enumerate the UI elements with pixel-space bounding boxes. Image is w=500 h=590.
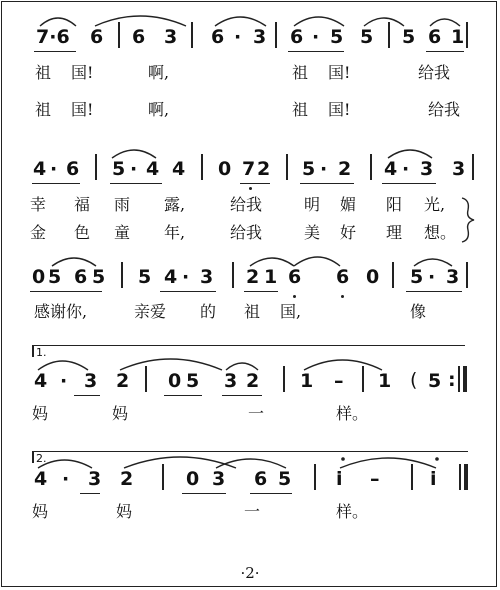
note: 6	[336, 266, 350, 288]
note: 5	[278, 468, 292, 490]
note-dot: ·	[62, 468, 70, 490]
lyric: 的	[200, 302, 217, 321]
note-high: i	[430, 468, 437, 490]
note: 4	[33, 158, 47, 180]
note: 0	[218, 158, 232, 180]
lyric: 雨	[114, 195, 131, 214]
note: (	[410, 369, 418, 391]
note: 5	[402, 26, 416, 48]
note: 4	[34, 370, 48, 392]
note: 6	[74, 266, 88, 288]
lyric: 明	[304, 195, 321, 214]
note: 3	[212, 468, 226, 490]
note: 5	[186, 370, 200, 392]
note-dot: ·	[402, 158, 410, 180]
note: –	[370, 468, 380, 490]
lyric: 福	[74, 195, 91, 214]
lyric: 祖	[292, 63, 309, 82]
lyric: 像	[410, 302, 427, 321]
note: –	[334, 370, 344, 392]
note: 6	[428, 26, 442, 48]
lyric: 阳	[386, 195, 403, 214]
lyric: 祖	[292, 100, 309, 119]
note: 5	[330, 26, 344, 48]
lyric: 金	[30, 223, 47, 242]
note: 4	[34, 468, 48, 490]
lyric: 啊,	[148, 100, 170, 119]
note: 3	[452, 158, 466, 180]
note: 2	[116, 370, 130, 392]
note-dot: ·	[428, 266, 436, 288]
note: 2	[246, 370, 260, 392]
note: 6	[254, 468, 268, 490]
lyric: 样。	[336, 502, 369, 521]
lyric: 亲爱	[134, 302, 167, 321]
lyric: 给我	[230, 195, 263, 214]
lyric: 样。	[336, 404, 369, 423]
note: 3	[84, 370, 98, 392]
note-dot: ·	[130, 158, 138, 180]
note: 1	[451, 26, 465, 48]
note: 5	[48, 266, 62, 288]
note: 3	[253, 26, 267, 48]
lyric: 感谢你,	[34, 302, 88, 321]
lyric: 国!	[328, 100, 351, 119]
note: 7·6	[36, 26, 70, 48]
lyric: 想。	[424, 223, 457, 242]
lyric: 美	[304, 223, 321, 242]
note: 3	[224, 370, 238, 392]
lyric: 国!	[71, 100, 94, 119]
lyric: 理	[386, 223, 403, 242]
note: 0	[32, 266, 46, 288]
note-dot: ·	[234, 26, 242, 48]
note-dot: ·	[50, 158, 58, 180]
lyric: 一	[244, 502, 261, 521]
note: 3	[200, 266, 214, 288]
note: 3	[420, 158, 434, 180]
note: 6	[132, 26, 146, 48]
note: 5	[410, 266, 424, 288]
lyric: 给我	[230, 223, 263, 242]
note: 0	[186, 468, 200, 490]
note: 5	[112, 158, 126, 180]
volta-label: 2.	[36, 452, 47, 465]
note-dot: ·	[182, 266, 190, 288]
note: 2	[120, 468, 134, 490]
note: 3	[446, 266, 460, 288]
note-dot: ·	[60, 370, 68, 392]
lyric: 妈	[116, 502, 133, 521]
lyric: 啊,	[148, 63, 170, 82]
note: 4	[146, 158, 160, 180]
lyric: 给我	[428, 100, 461, 119]
volta-label: 1.	[36, 346, 47, 359]
note: 5	[302, 158, 316, 180]
note: 5	[138, 266, 152, 288]
note-dot: ·	[320, 158, 328, 180]
lyric: 一	[248, 404, 265, 423]
note: 6	[90, 26, 104, 48]
lyric: 祖	[35, 63, 52, 82]
note: 6	[290, 26, 304, 48]
lyric: 童	[114, 223, 131, 242]
note-dot: ·	[312, 26, 320, 48]
note: 6	[66, 158, 80, 180]
lyric: 媚	[340, 195, 357, 214]
repeat-dots: :	[448, 369, 456, 391]
note: 3	[164, 26, 178, 48]
note: 1	[264, 266, 278, 288]
lyric: 光,	[424, 195, 446, 214]
note: 3	[88, 468, 102, 490]
lyric: 妈	[112, 404, 129, 423]
note: 5	[360, 26, 374, 48]
page-number: ·2·	[240, 564, 260, 582]
note: 0	[168, 370, 182, 392]
lyric: 祖	[35, 100, 52, 119]
note: 2	[257, 158, 271, 180]
note-high: i	[336, 468, 343, 490]
lyric: 国,	[280, 302, 302, 321]
lyric: 露,	[164, 195, 186, 214]
lyric: 国!	[71, 63, 94, 82]
note: 0	[366, 266, 380, 288]
note: 2	[338, 158, 352, 180]
note: 4	[172, 158, 186, 180]
note: 4	[384, 158, 398, 180]
lyric: 幸	[30, 195, 47, 214]
lyric: 祖	[244, 302, 261, 321]
note: 6	[288, 266, 302, 288]
note: 5	[92, 266, 106, 288]
note: 1	[300, 370, 314, 392]
lyric: 色	[74, 223, 91, 242]
lyric: 妈	[32, 404, 49, 423]
note: 7	[242, 158, 256, 180]
lyric: 给我	[418, 63, 451, 82]
note: 5	[428, 370, 442, 392]
lyric: 好	[340, 223, 357, 242]
note: 6	[211, 26, 225, 48]
lyric: 年,	[164, 223, 186, 242]
note: 2	[246, 266, 260, 288]
note: 1	[378, 370, 392, 392]
lyric: 国!	[328, 63, 351, 82]
lyric: 妈	[32, 502, 49, 521]
note: 4	[164, 266, 178, 288]
